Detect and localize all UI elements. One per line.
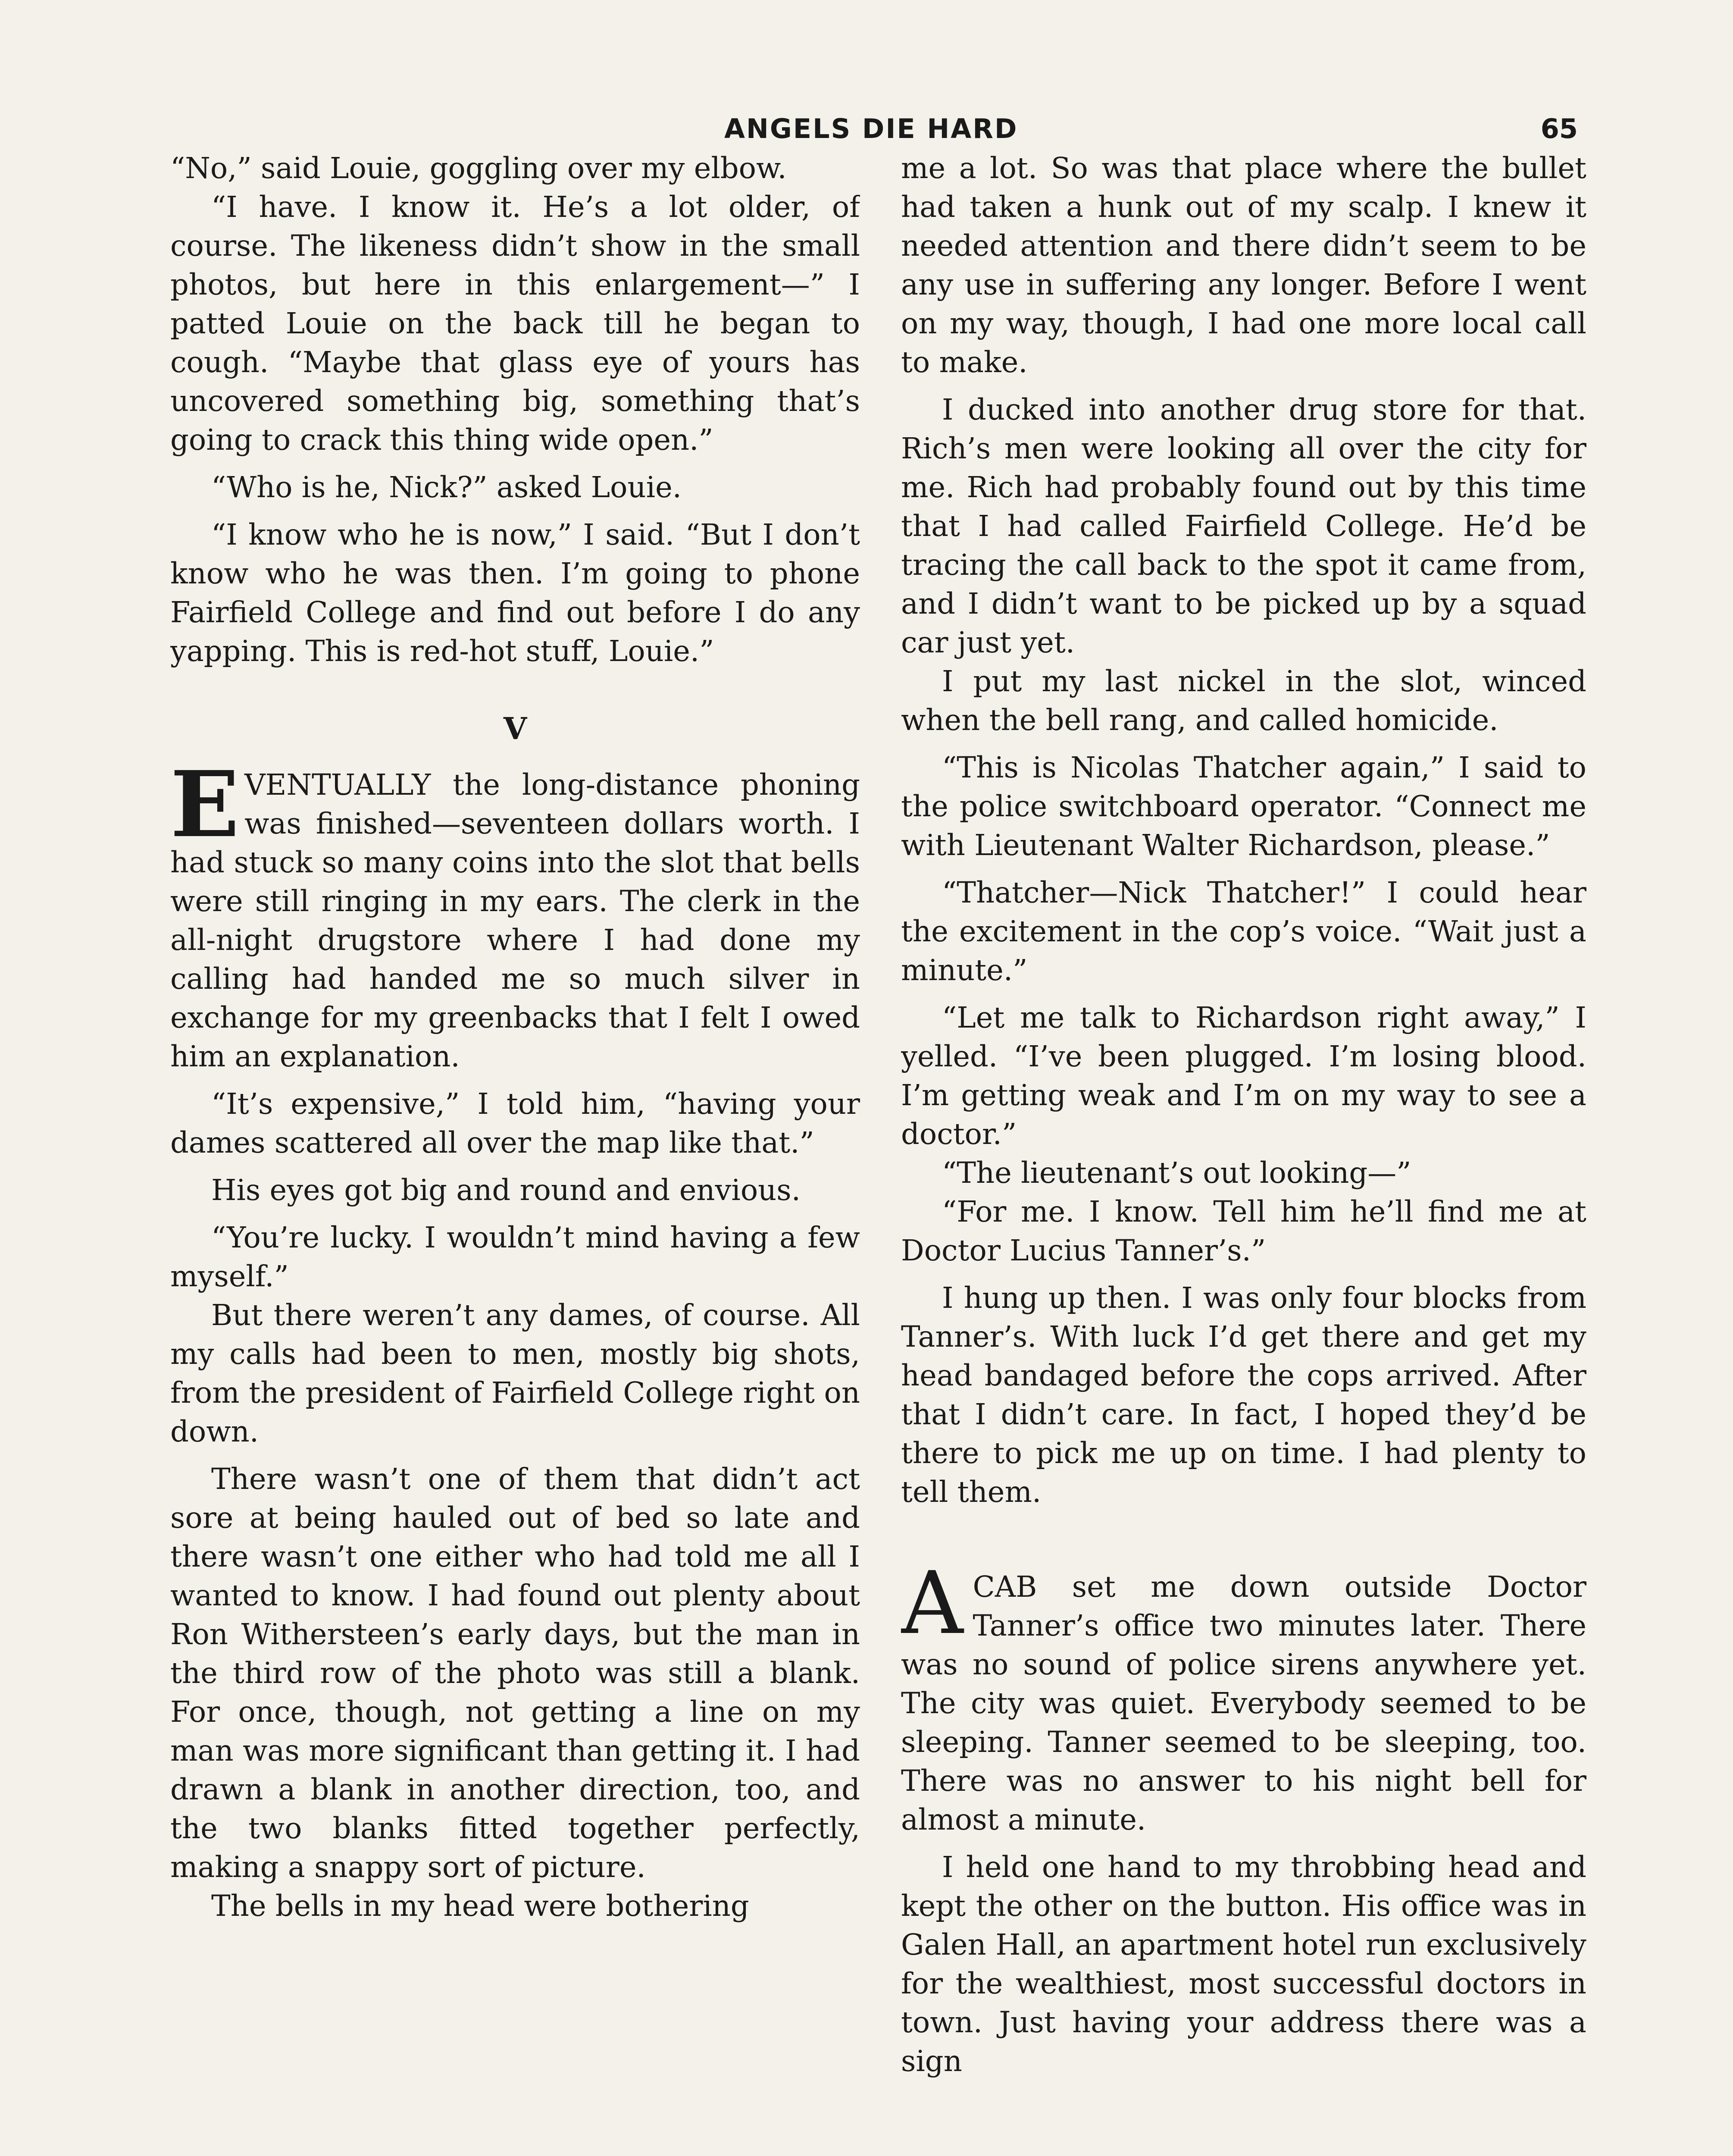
right-column [901,149,1586,2156]
paragraph: I put my last nickel in the slot, winced when the bell rang, and called homicide. [901,664,1586,737]
section-opening-text: VENTUALLY the long-distance phoning was finished—seventeen dollars worth. I had stuck so many coins into the slot that bells were still ringing in my ears. The clerk in the all-night drugstore where I had done my calling had handed me so much silver in exchange for my greenbacks that I felt I owed him an explanation. [170,768,860,1073]
paragraph: “I have. I know it. He’s a lot older, of course. The likeness didn’t show in the small photos, but here in this enlargement—” I patted Louie on the back till he began to cough. “Maybe that glass eye of yours has uncovered something big, something that’s going to crack this thing wide open.” [170,190,860,457]
paragraph: I hung up then. I was only four blocks from Tanner’s. With luck I’d get there and get my head bandaged before the cops arrived. After that I didn’t care. In fact, I hoped they’d be there to pick me up on time. I had plenty to tell them. [901,1281,1586,1509]
paragraph: “You’re lucky. I wouldn’t mind having a few myself.” [170,1221,860,1293]
running-header [724,113,1578,147]
paragraph: “Who is he, Nick?” asked Louie. [211,470,682,504]
paragraph: There wasn’t one of them that didn’t act sore at being hauled out of bed so late and there wasn’t one either who had told me all I wanted to know. I had found out plenty about Ron Withersteen’s early days, but the man in the third row of the photo was still a blank. For once, though, not getting a line on my man was more significant than getting it. I had drawn a blank in another direction, too, and the two blanks fitted together perfectly, making a snappy sort of picture. [170,1462,860,1884]
paragraph: “I know who he is now,” I said. “But I don’t know who he was then. I’m going to phone Fairfield College and find out before I do any yapping. This is red-hot stuff, Louie.” [170,518,860,668]
paragraph: “No,” said Louie, goggling over my elbow. [170,151,787,185]
paragraph: “Let me talk to Richardson right away,” I yelled. “I’ve been plugged. I’m losing blood. I’m getting weak and I’m on my way to see a doctor.” [901,1001,1586,1151]
drop-cap: A [901,1553,963,1654]
drop-cap: E [170,751,240,858]
section-opening-paragraph [170,751,860,1076]
paragraph: The bells in my head were bothering [211,1889,749,1923]
paragraph: me a lot. So was that place where the bullet had taken a hunk out of my scalp. I knew it needed attention and there didn’t seem to be any use in suffering any longer. Before I went on my way, though, I had one more local call to make. [901,151,1586,379]
running-title: ANGELS DIE HARD [724,113,1018,144]
paragraph: I held one hand to my throbbing head and kept the other on the button. His office was in Galen Hall, an apartment hotel run exclusively for the wealthiest, most successful doctors in town. Just having your address there was a sign [901,1850,1586,2078]
break-opening-paragraph [901,1553,1586,1839]
paragraph: “This is Nicolas Thatcher again,” I said to the police switchboard operator. “Connect me with Lieutenant Walter Richardson, please.” [901,751,1586,862]
left-column [170,149,860,2156]
paragraph: “Thatcher—Nick Thatcher!” I could hear the excitement in the cop’s voice. “Wait just a minute.” [901,876,1586,987]
paragraph: “It’s expensive,” I told him, “having your dames scattered all over the map like that.” [170,1087,860,1159]
paragraph: “The lieutenant’s out looking—” [942,1156,1411,1190]
section-numeral: V [503,711,527,746]
break-opening-text: CAB set me down outside Doctor Tanner’s office two minutes later. There was no sound of police sirens anywhere yet. The city was quiet. Everybody seemed to be sleeping. Tanner seemed to be sleeping, too. There was no answer to his night bell for almost a minute. [901,1570,1586,1836]
paragraph: His eyes got big and round and envious. [211,1173,801,1207]
paragraph: But there weren’t any dames, of course. All my calls had been to men, mostly big shots, from the president of Fairfield College right on down. [170,1298,860,1448]
page-number: 65 [1540,113,1578,144]
paragraph: I ducked into another drug store for that. Rich’s men were looking all over the city for me. Rich had probably found out by this time that I had called Fairfield College. He’d be tracing the call back to the spot it came from, and I didn’t want to be picked up by a squad car just yet. [901,393,1586,659]
paragraph: “For me. I know. Tell him he’ll find me at Doctor Lucius Tanner’s.” [901,1195,1586,1267]
